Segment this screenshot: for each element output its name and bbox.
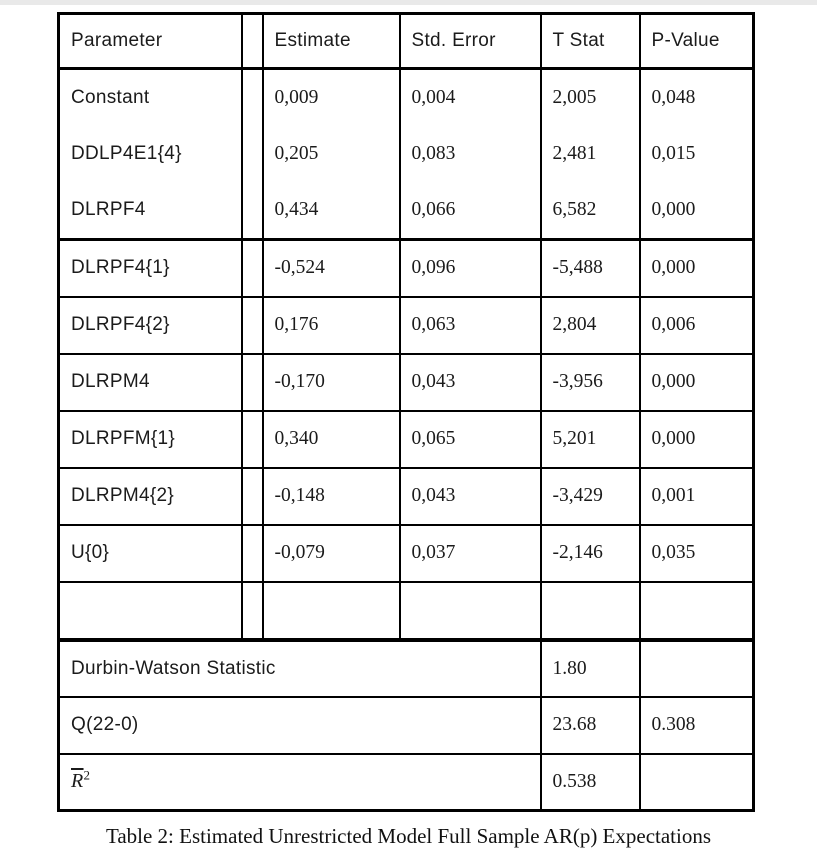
regression-results-table: [57, 12, 755, 812]
estimate-cell: -0,170: [263, 354, 400, 411]
std-error-cell: 0,066: [400, 183, 541, 240]
t-stat-cell: -3,429: [541, 468, 640, 525]
t-stat-cell: -5,488: [541, 240, 640, 297]
t-stat-cell: 5,201: [541, 411, 640, 468]
t-stat-cell: 2,005: [541, 69, 640, 126]
coef-row-constant: [59, 69, 754, 126]
spacer-cell: [242, 525, 263, 582]
coef-row-dlrpf4-1: [59, 240, 754, 297]
t-stat-cell: 6,582: [541, 183, 640, 240]
param-cell: DLRPF4{2}: [59, 297, 242, 354]
param-cell: DLRPM4: [59, 354, 242, 411]
p-value-cell: 0,001: [640, 468, 754, 525]
coef-row-dlrpfm-1: [59, 411, 754, 468]
std-error-cell: 0,096: [400, 240, 541, 297]
empty-cell: [541, 582, 640, 640]
p-value-cell: 0,035: [640, 525, 754, 582]
summary-label-cell: Durbin-Watson Statistic: [59, 640, 541, 697]
param-cell: DLRPM4{2}: [59, 468, 242, 525]
std-error-cell: 0,004: [400, 69, 541, 126]
spacer-cell: [242, 69, 263, 126]
coef-row-dlrpm4-2: [59, 468, 754, 525]
std-error-cell: 0,043: [400, 468, 541, 525]
table-caption: Table 2: Estimated Unrestricted Model Full Sample AR(p) Expectations: [105, 824, 712, 848]
coef-row-u0: [59, 525, 754, 582]
p-value-cell: 0,000: [640, 411, 754, 468]
p-value-cell: 0,006: [640, 297, 754, 354]
spacer-cell: [242, 297, 263, 354]
header-row: [59, 14, 754, 69]
param-cell: U{0}: [59, 525, 242, 582]
page-top-strip: [0, 0, 817, 5]
estimate-cell: -0,524: [263, 240, 400, 297]
summary-value-cell: 0.538: [541, 754, 640, 811]
empty-cell: [400, 582, 541, 640]
coef-row-dlrpf4-2: [59, 297, 754, 354]
header-spacer: [242, 14, 263, 69]
param-cell: DLRPFM{1}: [59, 411, 242, 468]
spacer-cell: [242, 240, 263, 297]
spacer-cell: [242, 126, 263, 183]
std-error-cell: 0,063: [400, 297, 541, 354]
estimate-cell: -0,148: [263, 468, 400, 525]
spacer-cell: [242, 411, 263, 468]
std-error-cell: 0,043: [400, 354, 541, 411]
estimate-cell: 0,176: [263, 297, 400, 354]
param-cell: DLRPF4: [59, 183, 242, 240]
param-cell: DDLP4E1{4}: [59, 126, 242, 183]
empty-cell: [640, 582, 754, 640]
empty-cell: [59, 582, 242, 640]
estimate-cell: 0,340: [263, 411, 400, 468]
p-value-cell: 0,000: [640, 183, 754, 240]
header-parameter: Parameter: [59, 14, 242, 69]
spacer-cell: [242, 183, 263, 240]
estimate-cell: 0,205: [263, 126, 400, 183]
empty-cell: [263, 582, 400, 640]
summary-row-q-stat: [59, 697, 754, 754]
r-bar-base: $\overline{R}$: [71, 770, 84, 793]
coef-row-dlrpm4: [59, 354, 754, 411]
t-stat-cell: 2,481: [541, 126, 640, 183]
empty-cell: [242, 582, 263, 640]
p-value-cell: 0,000: [640, 354, 754, 411]
spacer-cell: [242, 354, 263, 411]
summary-label-cell: Q(22-0): [59, 697, 541, 754]
estimate-cell: -0,079: [263, 525, 400, 582]
std-error-cell: 0,083: [400, 126, 541, 183]
summary-row-durbin-watson: [59, 640, 754, 697]
std-error-cell: 0,065: [400, 411, 541, 468]
summary-pvalue-cell: [640, 640, 754, 697]
t-stat-cell: -2,146: [541, 525, 640, 582]
header-estimate: Estimate: [263, 14, 400, 69]
header-p-value: P-Value: [640, 14, 754, 69]
coef-row-ddlp4e1-4: [59, 126, 754, 183]
estimate-cell: 0,009: [263, 69, 400, 126]
p-value-cell: 0,048: [640, 69, 754, 126]
rbar-label-cell: [59, 754, 541, 811]
summary-pvalue-cell: 0.308: [640, 697, 754, 754]
estimate-cell: 0,434: [263, 183, 400, 240]
coef-row-dlrpf4: [59, 183, 754, 240]
header-t-stat: T Stat: [541, 14, 640, 69]
summary-value-cell: 23.68: [541, 697, 640, 754]
empty-row: [59, 582, 754, 640]
t-stat-cell: -3,956: [541, 354, 640, 411]
r-bar-squared-symbol: [71, 767, 91, 793]
std-error-cell: 0,037: [400, 525, 541, 582]
summary-value-cell: 1.80: [541, 640, 640, 697]
param-cell: DLRPF4{1}: [59, 240, 242, 297]
spacer-cell: [242, 468, 263, 525]
t-stat-cell: 2,804: [541, 297, 640, 354]
summary-pvalue-cell: [640, 754, 754, 811]
p-value-cell: 0,000: [640, 240, 754, 297]
param-cell: Constant: [59, 69, 242, 126]
summary-row-r-bar-squared: [59, 754, 754, 811]
p-value-cell: 0,015: [640, 126, 754, 183]
header-std-error: Std. Error: [400, 14, 541, 69]
r-bar-exponent: 2: [83, 767, 91, 783]
